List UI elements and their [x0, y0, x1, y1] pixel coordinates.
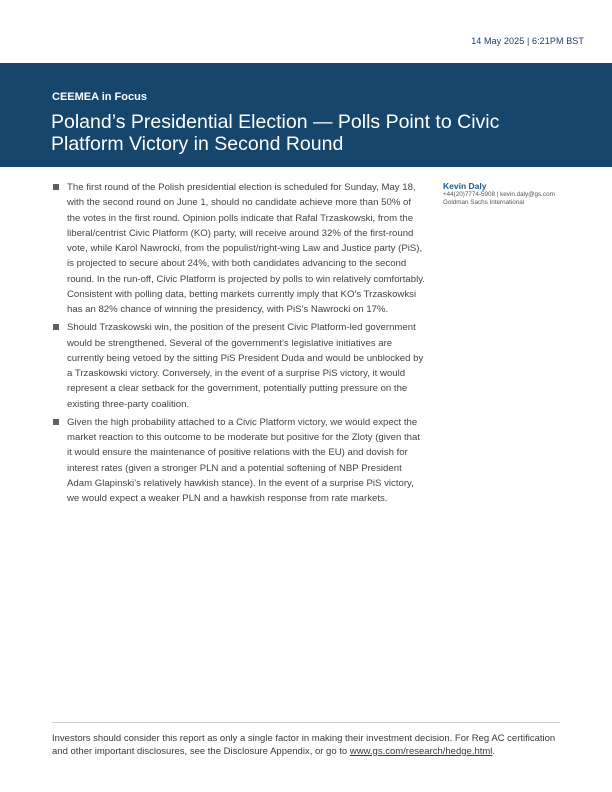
square-bullet-icon — [53, 184, 59, 190]
square-bullet-icon — [53, 419, 59, 425]
report-timestamp: 14 May 2025 | 6:21PM BST — [471, 36, 584, 46]
author-block — [443, 181, 593, 207]
bullet-text: The first round of the Polish presidential election is scheduled for Sunday, May 18, with the second round on June 1, should no candidate achieve more than 50% of the votes in the first round. Opinion polls indicate that Rafal Trzaskowski, from the liberal/centrist Civic Platform (KO) party, will receive around 32% of the first-round vote, while Karol Nawrocki, from the populist/right-wing Law and Justice party (PiS), is projected to secure about 24%, with both candidates advancing to the second round. In the run-off, Civic Platform is projected by polls to win relatively comfortably. Consistent with polling data, betting markets currently imply that KO’s Trzaskowksi has an 82% chance of winning the presidency, with PiS’s Nawrocki on 17%. — [67, 182, 425, 315]
bullet-item — [52, 415, 426, 507]
bullet-text: Should Trzaskowski win, the position of the present Civic Platform-led government would be strengthened. Several of the government’s legislative initiatives are currently being vetoed by the sitting PiS President Duda and would be unblocked by a Trzaskowski victory. Conversely, in the event of a surprise PiS victory, it would represent a clear setback for the government, potentially putting pressure on the existing three-party coalition. — [67, 322, 424, 410]
bullet-text: Given the high probability attached to a Civic Platform victory, we would expect the market reaction to this outcome to be moderate but positive for the Zloty (given that it would ensure the maintenance of positive relations with the EU) and dovish for interest rates (given a stronger PLN and a potential softening of NBP President Adam Glapinski’s relatively hawkish stance). In the event of a surprise PiS victory, we would expect a weaker PLN and a hawkish response from rate markets. — [67, 416, 421, 504]
disclaimer-end: . — [492, 745, 496, 757]
disclosure-link[interactable]: www.gs.com/research/hedge.html — [349, 745, 493, 757]
author-name: Kevin Daly — [443, 181, 487, 191]
footer-disclaimer — [52, 733, 557, 758]
bullet-item — [52, 180, 426, 317]
bullet-list — [52, 180, 426, 509]
report-title: Poland’s Presidential Election — Polls Point to Civic Platform Victory in Second Round — [51, 111, 500, 155]
series-label: CEEMEA in Focus — [52, 91, 147, 103]
square-bullet-icon — [53, 324, 59, 330]
author-firm: Goldman Sachs International — [443, 199, 525, 206]
bullet-item — [52, 320, 426, 412]
footer-divider — [52, 722, 560, 723]
author-contact: +44(20)7774-5908 | kevin.daly@gs.com — [443, 191, 555, 198]
disclaimer-text: Investors should consider this report as only a single factor in making their investment decision. For Reg AC certification and other important disclosures, see the Disclosure Appendix, or go to — [52, 733, 556, 757]
